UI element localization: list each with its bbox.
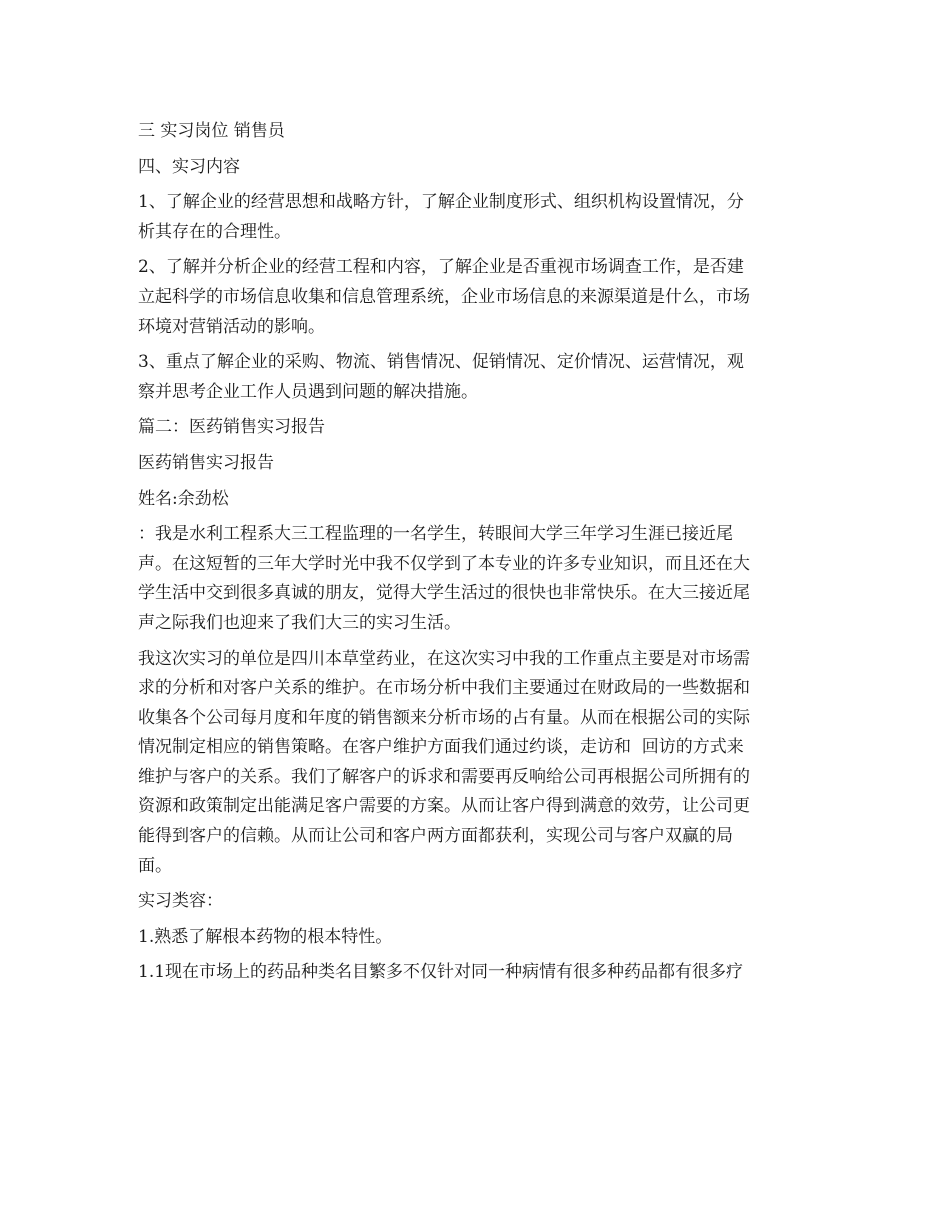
text-line: 实习类容：	[138, 891, 223, 912]
text-line: 收集各个公司每月度和年度的销售额来分析市场的占有量。从而在根据公司的实际	[138, 707, 750, 728]
text-line: 1.1现在市场上的药品种类名目繁多不仅针对同一种病情有很多种药品都有很多疗	[138, 962, 744, 983]
text-line: 2、了解并分析企业的经营工程和内容，了解企业是否重视市场调查工作，是否建	[138, 257, 744, 278]
text-line: 1、了解企业的经营思想和战略方针，了解企业制度形式、组织机构设置情况，分	[138, 192, 744, 213]
text-line: 3、重点了解企业的采购、物流、销售情况、促销情况、定价情况、运营情况，观	[138, 352, 744, 373]
text-line: 情况制定相应的销售策略。在客户维护方面我们通过约谈，走访和 回访的方式来	[138, 737, 744, 758]
paragraph	[138, 253, 812, 342]
text-line: 维护与客户的关系。我们了解客户的诉求和需要再反响给公司再根据公司所拥有的	[138, 766, 750, 787]
text-line: 能得到客户的信赖。从而让公司和客户两方面都获利，实现公司与客户双赢的局	[138, 826, 733, 847]
text-line: 我这次实习的单位是四川本草堂药业，在这次实习中我的工作重点主要是对市场需	[138, 648, 750, 669]
paragraph	[138, 485, 812, 515]
text-line: 篇二：医药销售实习报告	[138, 417, 325, 438]
paragraph	[138, 923, 812, 953]
text-line: ：我是水利工程系大三工程监理的一名学生，转眼间大学三年学习生涯已接近尾	[138, 524, 733, 545]
text-line: 姓名:余劲松	[138, 488, 229, 509]
text-line: 声。在这短暂的三年大学时光中我不仅学到了本专业的许多专业知识，而且还在大	[138, 553, 750, 574]
text-line: 求的分析和对客户关系的维护。在市场分析中我们主要通过在财政局的一些数据和	[138, 678, 750, 699]
text-line: 声之际我们也迎来了我们大三的实习生活。	[138, 612, 461, 633]
document-body	[138, 117, 812, 988]
text-line: 面。	[138, 855, 172, 876]
paragraph	[138, 117, 812, 147]
text-line: 医药销售实习报告	[138, 452, 274, 473]
paragraph	[138, 958, 812, 988]
paragraph	[138, 413, 812, 443]
text-line: 三 实习岗位 销售员	[138, 121, 285, 141]
text-line: 察并思考企业工作人员遇到问题的解决措施。	[138, 381, 478, 402]
paragraph	[138, 348, 812, 407]
paragraph	[138, 887, 812, 917]
text-line: 四、实习内容	[138, 156, 240, 177]
paragraph	[138, 449, 812, 479]
paragraph	[138, 188, 812, 247]
text-line: 1.熟悉了解根本药物的根本特性。	[138, 926, 393, 947]
paragraph	[138, 520, 812, 638]
text-line: 析其存在的合理性。	[138, 221, 291, 242]
text-line: 资源和政策制定出能满足客户需要的方案。从而让客户得到满意的效劳，让公司更	[138, 796, 750, 817]
paragraph	[138, 153, 812, 183]
paragraph	[138, 645, 812, 882]
text-line: 环境对营销活动的影响。	[138, 316, 325, 337]
text-line: 立起科学的市场信息收集和信息管理系统，企业市场信息的来源渠道是什么，市场	[138, 286, 750, 307]
text-line: 学生活中交到很多真诚的朋友，觉得大学生活过的很快也非常快乐。在大三接近尾	[138, 583, 750, 604]
